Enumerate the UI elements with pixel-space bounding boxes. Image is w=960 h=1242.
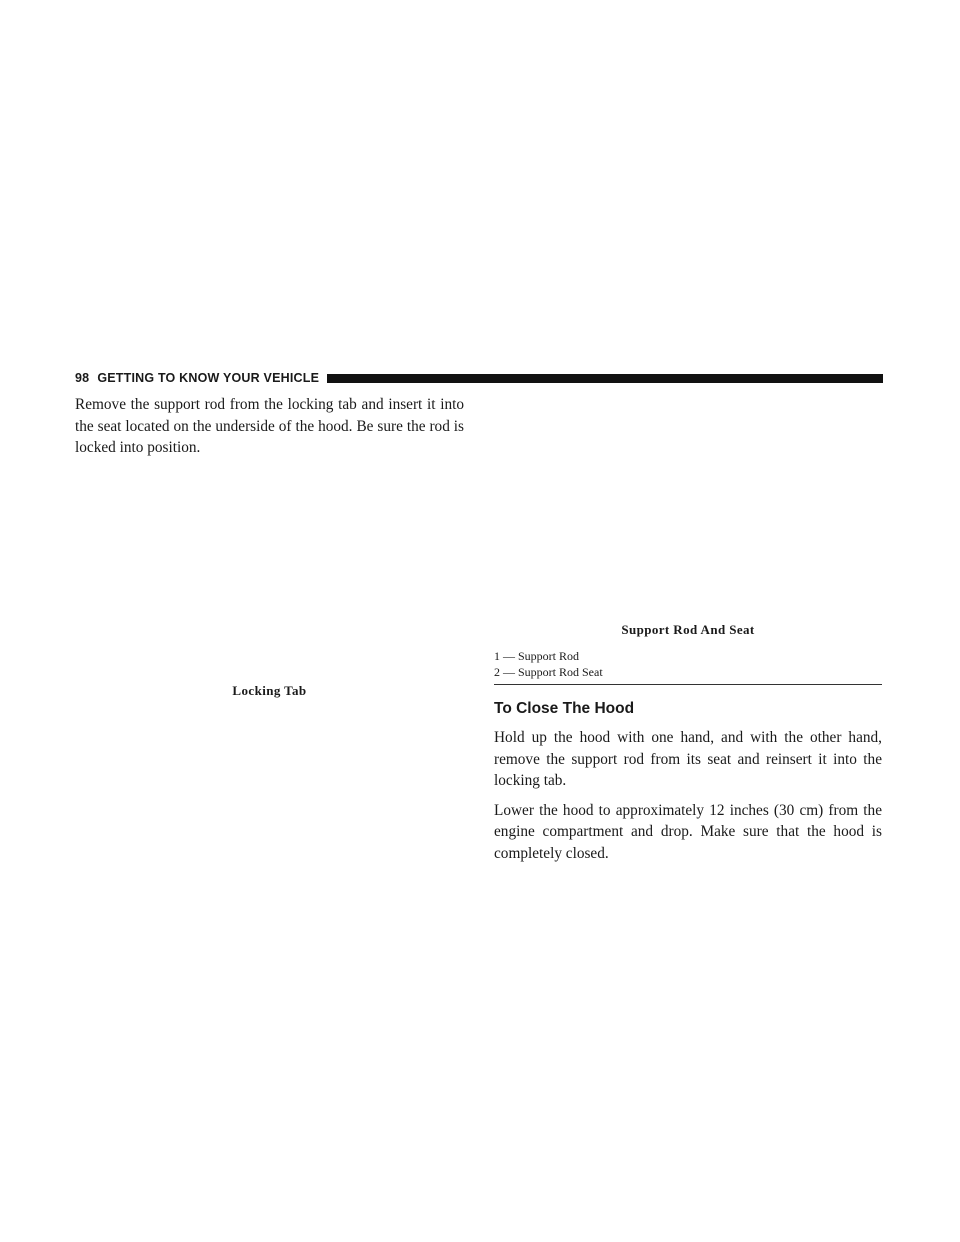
instruction-paragraph: Remove the support rod from the locking tab and insert it into the seat located on the underside of the hood. Be sure the rod is locked into position.: [75, 396, 464, 456]
figure-legend: [494, 649, 882, 685]
header-rule: [327, 374, 883, 383]
right-column-text: [494, 727, 882, 864]
legend-item: 1 — Support Rod: [494, 649, 580, 663]
body-paragraph: Lower the hood to approximately 12 inches (30 cm) from the engine compartment and drop. Make sure that the hood is completely closed.: [494, 801, 882, 862]
figure-caption-support-rod: Support Rod And Seat: [621, 622, 755, 637]
page-header: [75, 368, 883, 388]
section-title: GETTING TO KNOW YOUR VEHICLE: [97, 371, 320, 385]
legend-item: 2 — Support Rod Seat: [494, 664, 603, 679]
body-paragraph: Hold up the hood with one hand, and with the other hand, remove the support rod from its seat and reinsert it into the locking tab.: [494, 729, 882, 789]
section-subheading: To Close The Hood: [494, 700, 635, 717]
left-column: [75, 394, 464, 459]
figure-caption-locking-tab: Locking Tab: [232, 683, 307, 698]
page-number: 98: [75, 371, 90, 385]
